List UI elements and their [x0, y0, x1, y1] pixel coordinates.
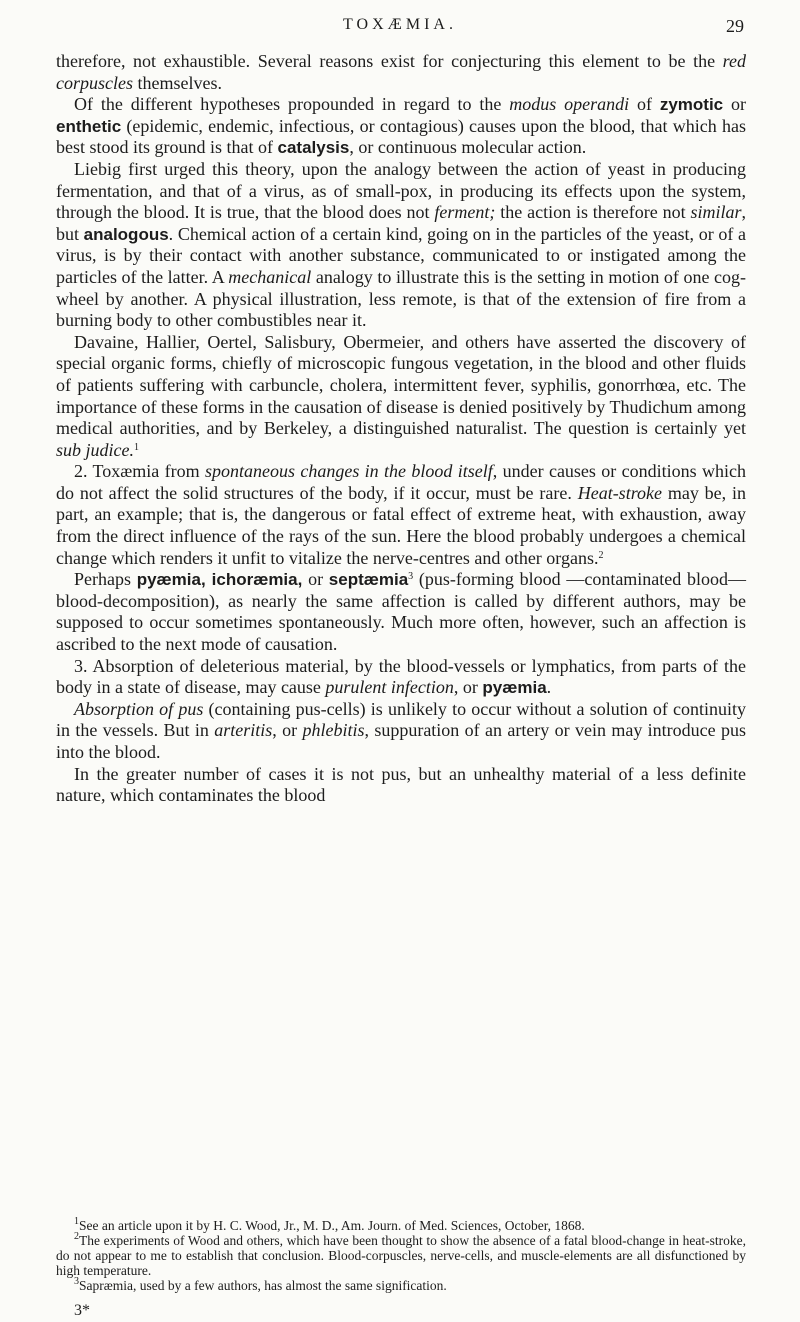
running-title: TOXÆMIA. [343, 16, 457, 33]
paragraph-1: therefore, not exhaustible. Several reasons exist for conjecturing this element to be the red corpuscles themselves. [56, 51, 746, 93]
footnotes [56, 1218, 746, 1293]
signature-mark: 3* [74, 1302, 90, 1319]
footnote-2: $^2$The experiments of Wood and others, which have been thought to show the absence of a fatal blood-change in heat-stroke, do not appear to me to establish that conclusion. Blood-corpuscles, nerve-cells, and muscle-elements are all disfunctioned by high temperature. [56, 1231, 746, 1278]
paragraph-9: In the greater number of cases it is not pus, but an unhealthy material of a less definite nature, which contaminates the blood [56, 763, 746, 806]
page-header [56, 16, 744, 44]
paragraph-2: Of the different hypotheses propounded in regard to the modus operandi of zymotic or enthetic (epidemic, endemic, infectious, or contagious) causes upon the blood, that which has best stood its ground is that of catalysis, or continuous molecular action. [56, 94, 746, 158]
footnote-1: $^1$See an article upon it by H. C. Wood, Jr., M. D., Am. Journ. of Med. Sciences, October, 1868. [74, 1216, 585, 1233]
body-text [56, 51, 746, 807]
paragraph-3: Liebig first urged this theory, upon the analogy between the action of yeast in producing fermentation, and that of a virus, as of small-pox, in producing its effects upon the system, through the blood. It is true, that the blood does not ferment; the action is therefore not similar, but analogous. Chemical action of a certain kind, going on in the particles of the yeast, or of a virus, is by their contact with another substance, communicated to or instigated among the particles of the latter. A mechanical analogy to illustrate this is the setting in motion of one cog-wheel by another. A physical illustration, less remote, is that of the extension of fire from a burning body to other combustibles near it. [56, 158, 747, 331]
paragraph-8: Absorption of pus (containing pus-cells) is unlikely to occur without a solution of continuity in the vessels. But in arteritis, or phlebitis, suppuration of an artery or vein may introduce pus into the blood. [56, 698, 747, 762]
page-number: 29 [726, 16, 744, 36]
paragraph-4: Davaine, Hallier, Oertel, Salisbury, Obermeier, and others have asserted the discovery of special organic forms, chiefly of microscopic fungous vegetation, in the blood and other fluids of patients suffering with carbuncle, cholera, intermittent fever, syphilis, gonorrhœa, etc. The importance of these forms in the causation of disease is denied positively by Thudichum among medical authorities, and by Berkeley, a distinguished naturalist. The question is certainly yet sub judice.$^1$ [56, 331, 746, 460]
paragraph-7: 3. Absorption of deleterious material, by the blood-vessels or lymphatics, from parts of the body in a state of disease, may cause purulent infection, or pyæmia. [56, 655, 746, 698]
footnote-3: $^3$Sapræmia, used by a few authors, has almost the same signification. [74, 1276, 447, 1293]
paragraph-5: 2. Toxæmia from spontaneous changes in the blood itself, under causes or conditions which do not affect the solid structures of the body, if it occur, must be rare. Heat-stroke may be, in part, an example; that is, the dangerous or fatal effect of extreme heat, with exhaustion, away from the direct influence of the rays of the sun. Here the blood probably undergoes a chemical change which renders it unfit to vitalize the nerve-centres and other organs.$^2$ [56, 461, 747, 568]
paragraph-6: Perhaps pyæmia, ichoræmia, or septæmia$^3$ (pus-forming blood —contaminated blood—blood-decomposition), as nearly the same affection is called by different authors, may be supposed to occur sometimes spontaneously. Much more often, however, such an affection is ascribed to the next mode of causation. [56, 569, 747, 655]
